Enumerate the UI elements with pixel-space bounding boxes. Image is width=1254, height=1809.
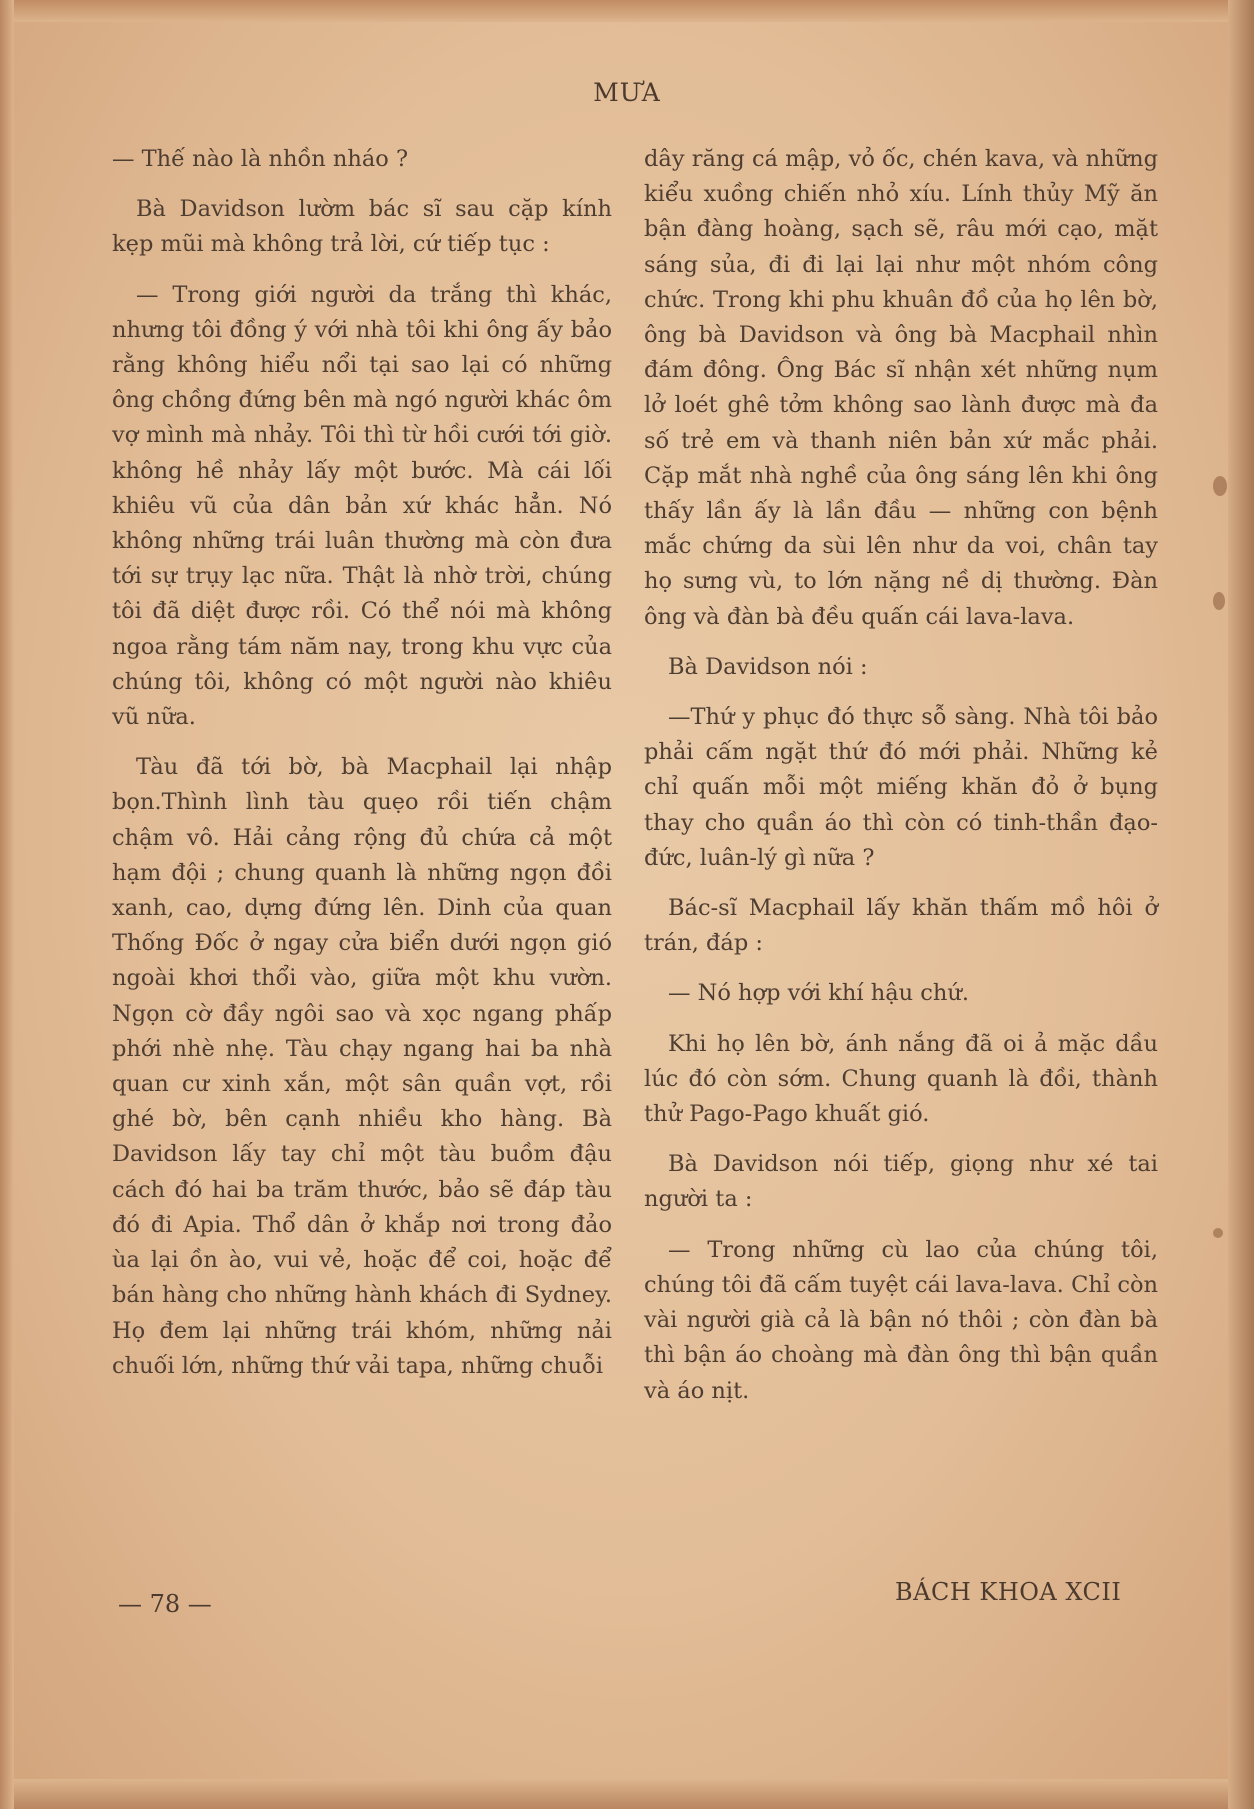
paragraph: Bà Davidson nói : xyxy=(668,653,868,680)
paragraph: —Thứ y phục đó thực sỗ sàng. Nhà tôi bảo phải cấm ngặt thứ đó mới phải. Những kẻ chỉ quấn mỗi một miếng khăn đỏ ở bụng thay cho quần áo thì còn có tinh-thần đạo-đức, luân-lý gì nữa ? xyxy=(644,704,1158,871)
paragraph: Bác-sĩ Macphail lấy khăn thấm mồ hôi ở trán, đáp : xyxy=(644,895,1158,957)
left-column xyxy=(112,142,612,1399)
paragraph: Tàu đã tới bờ, bà Macphail lại nhập bọn.Thình lình tàu quẹo rồi tiến chậm chậm vô. Hải cảng rộng đủ chứa cả một hạm đội ; chung quanh là những ngọn đồi xanh, cao, dựng đứng lên. Dinh của quan Thống Đốc ở ngay cửa biển dưới ngọn gió ngoài khơi thổi vào, giữa một khu vườn. Ngọn cờ đầy ngôi sao và xọc ngang phấp phới nhè nhẹ. Tàu chạy ngang hai ba nhà quan cư xinh xắn, một sân quần vợt, rồi ghé bờ, bên cạnh nhiều kho hàng. Bà Davidson lấy tay chỉ một tàu buồm đậu cách đó hai ba trăm thước, bảo sẽ đáp tàu đó đi Apia. Thổ dân ở khắp nơi trong đảo ùa lại ồn ào, vui vẻ, hoặc để coi, hoặc để bán hàng cho những hành khách đi Sydney. Họ đem lại những trái khóm, những nải chuối lớn, những thứ vải tapa, những chuỗi xyxy=(112,754,612,1379)
running-title: MƯA xyxy=(593,78,661,107)
stain-mark xyxy=(1213,1228,1223,1238)
page-edge-bottom xyxy=(0,1779,1254,1809)
page-number: — 78 — xyxy=(118,1590,212,1618)
page-edge-left xyxy=(0,0,14,1809)
page-edge-right xyxy=(1228,0,1254,1809)
page-edge-top xyxy=(0,0,1254,22)
paragraph: — Thế nào là nhồn nháo ? xyxy=(112,146,409,172)
stain-mark xyxy=(1213,592,1225,610)
paragraph: Bà Davidson lườm bác sĩ sau cặp kính kẹp mũi mà không trả lời, cứ tiếp tục : xyxy=(112,196,612,258)
paragraph: dây răng cá mập, vỏ ốc, chén kava, và những kiểu xuồng chiến nhỏ xíu. Lính thủy Mỹ ăn bận đàng hoàng, sạch sẽ, râu mới cạo, mặt sáng sủa, đi đi lại lại như một nhóm công chức. Trong khi phu khuân đồ của họ lên bờ, ông bà Davidson và ông bà Macphail nhìn đám đông. Ông Bác sĩ nhận xét những nụm lở loét ghê tởm không sao lành được mà đa số trẻ em và thanh niên bản xứ mắc phải. Cặp mắt nhà nghề của ông sáng lên khi ông thấy lần ấy là lần đầu — những con bệnh mắc chứng da sùi lên như da voi, chân tay họ sưng vù, to lớn nặng nề dị thường. Đàn ông và đàn bà đều quấn cái lava-lava. xyxy=(644,146,1158,630)
paragraph: Bà Davidson nói tiếp, giọng như xé tai người ta : xyxy=(644,1151,1158,1213)
right-column xyxy=(644,142,1158,1424)
publication-name: BÁCH KHOA XCII xyxy=(895,1578,1122,1606)
paragraph: Khi họ lên bờ, ánh nắng đã oi ả mặc dầu lúc đó còn sớm. Chung quanh là đồi, thành thử Pago-Pago khuất gió. xyxy=(644,1030,1158,1128)
paragraph: — Trong giới người da trắng thì khác, nhưng tôi đồng ý với nhà tôi khi ông ấy bảo rằng không hiểu nổi tại sao lại có những ông chồng đứng bên mà ngó người khác ôm vợ mình mà nhảy. Tôi thì từ hồi cưới tới giờ. không hề nhảy lấy một bước. Mà cái lối khiêu vũ của dân bản xứ khác hẳn. Nó không những trái luân thường mà còn đưa tới sự trụy lạc nữa. Thật là nhờ trời, chúng tôi đã diệt được rồi. Có thể nói mà không ngoa rằng tám năm nay, trong khu vực của chúng tôi, không có một người nào khiêu vũ nữa. xyxy=(112,281,612,731)
stain-mark xyxy=(1213,476,1227,496)
paragraph: — Nó hợp với khí hậu chứ. xyxy=(668,980,969,1007)
paragraph: — Trong những cù lao của chúng tôi, chúng tôi đã cấm tuyệt cái lava-lava. Chỉ còn vài người già cả là bận nó thôi ; còn đàn bà thì bận áo choàng mà đàn ông thì bận quần và áo nịt. xyxy=(644,1236,1158,1404)
